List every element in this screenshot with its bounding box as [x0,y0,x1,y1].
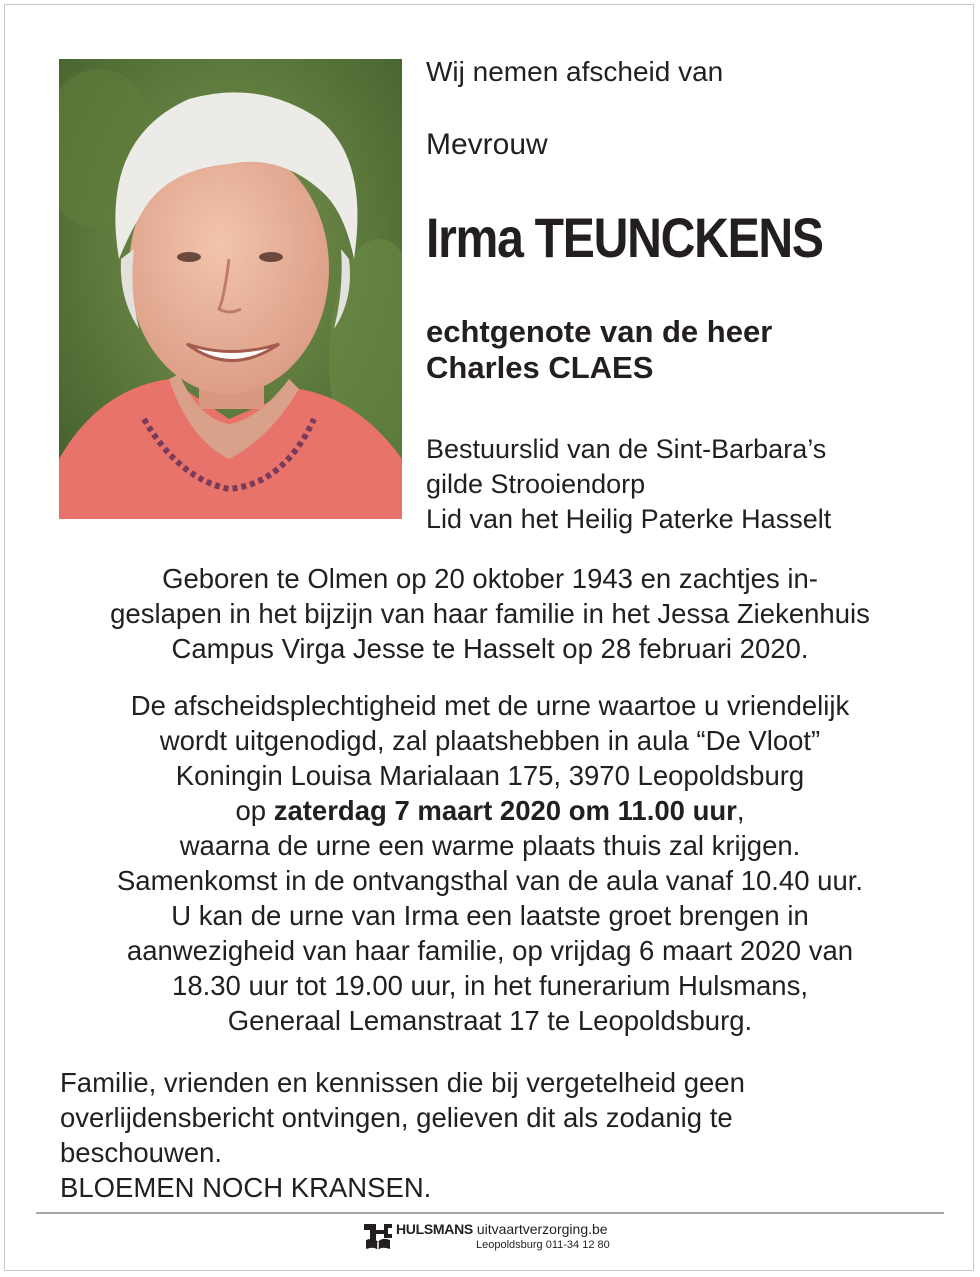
date-prefix: op [235,795,274,826]
roles-list [426,432,831,537]
date-suffix: , [736,795,745,826]
portrait-illustration [59,59,402,519]
paragraph-line: U kan de urne van Irma een laatste groet brengen in [171,900,809,931]
paragraph-line: geslapen in het bijzijn van haar familie in het Jessa Ziekenhuis [110,598,870,629]
closing-paragraph [60,1065,745,1205]
brand-name: HULSMANS [396,1221,473,1237]
paragraph-line: Geboren te Olmen op 20 oktober 1943 en zachtjes in- [162,563,818,594]
paragraph-line: De afscheidsplechtigheid met de urne waartoe u vriendelijk [130,690,850,721]
role-line: Lid van het Heilig Paterke Hasselt [426,504,832,534]
paragraph-line: Familie, vrienden en kennissen die bij vergetelheid geen [60,1067,745,1098]
birth-death-paragraph [30,561,950,666]
paragraph-line: Koningin Louisa Marialaan 175, 3970 Leopoldsburg [175,760,805,791]
role-line: Bestuurslid van de Sint-Barbara’s [426,434,827,464]
hulsmans-logo-icon [362,1220,394,1252]
honorific-title: Mevrouw [426,128,548,161]
spouse-line: Charles CLAES [426,350,654,385]
paragraph-line: Campus Virga Jesse te Hasselt op 28 februari 2020. [171,633,809,664]
paragraph-line: waarna de urne een warme plaats thuis zal krijgen. [179,830,801,861]
funeral-home-brand [396,1220,608,1238]
paragraph-line: 18.30 uur tot 19.00 uur, in het funerarium Hulsmans, [172,970,808,1001]
funeral-home-contact: Leopoldsburg 011-34 12 80 [476,1239,610,1251]
ceremony-date: zaterdag 7 maart 2020 om 11.00 uur [273,795,737,826]
role-line: gilde Strooiendorp [426,469,646,499]
brand-website: uitvaartverzorging.be [472,1221,608,1237]
paragraph-line: Generaal Lemanstraat 17 te Leopoldsburg. [227,1005,753,1036]
portrait-photo [59,59,402,519]
intro-text: Wij nemen afscheid van [426,56,724,87]
paragraph-line: beschouwen. [60,1137,223,1168]
spouse-info [426,314,772,386]
paragraph-line: aanwezigheid van haar familie, op vrijdag 6 maart 2020 van [126,935,854,966]
paragraph-line: wordt uitgenodigd, zal plaatshebben in aula “De Vloot” [159,725,821,756]
divider [36,1212,944,1214]
spouse-line: echtgenote van de heer [426,314,773,349]
deceased-name: Irma TEUNCKENS [426,206,823,269]
ceremony-paragraph [30,688,950,1038]
no-flowers-notice: BLOEMEN NOCH KRANSEN. [60,1172,432,1203]
paragraph-line: overlijdensbericht ontvingen, gelieven dit als zodanig te [60,1102,733,1133]
ceremony-date-line [30,793,950,828]
funeral-home-footer [362,1218,662,1258]
paragraph-line: Samenkomst in de ontvangsthal van de aula vanaf 10.40 uur. [116,865,864,896]
